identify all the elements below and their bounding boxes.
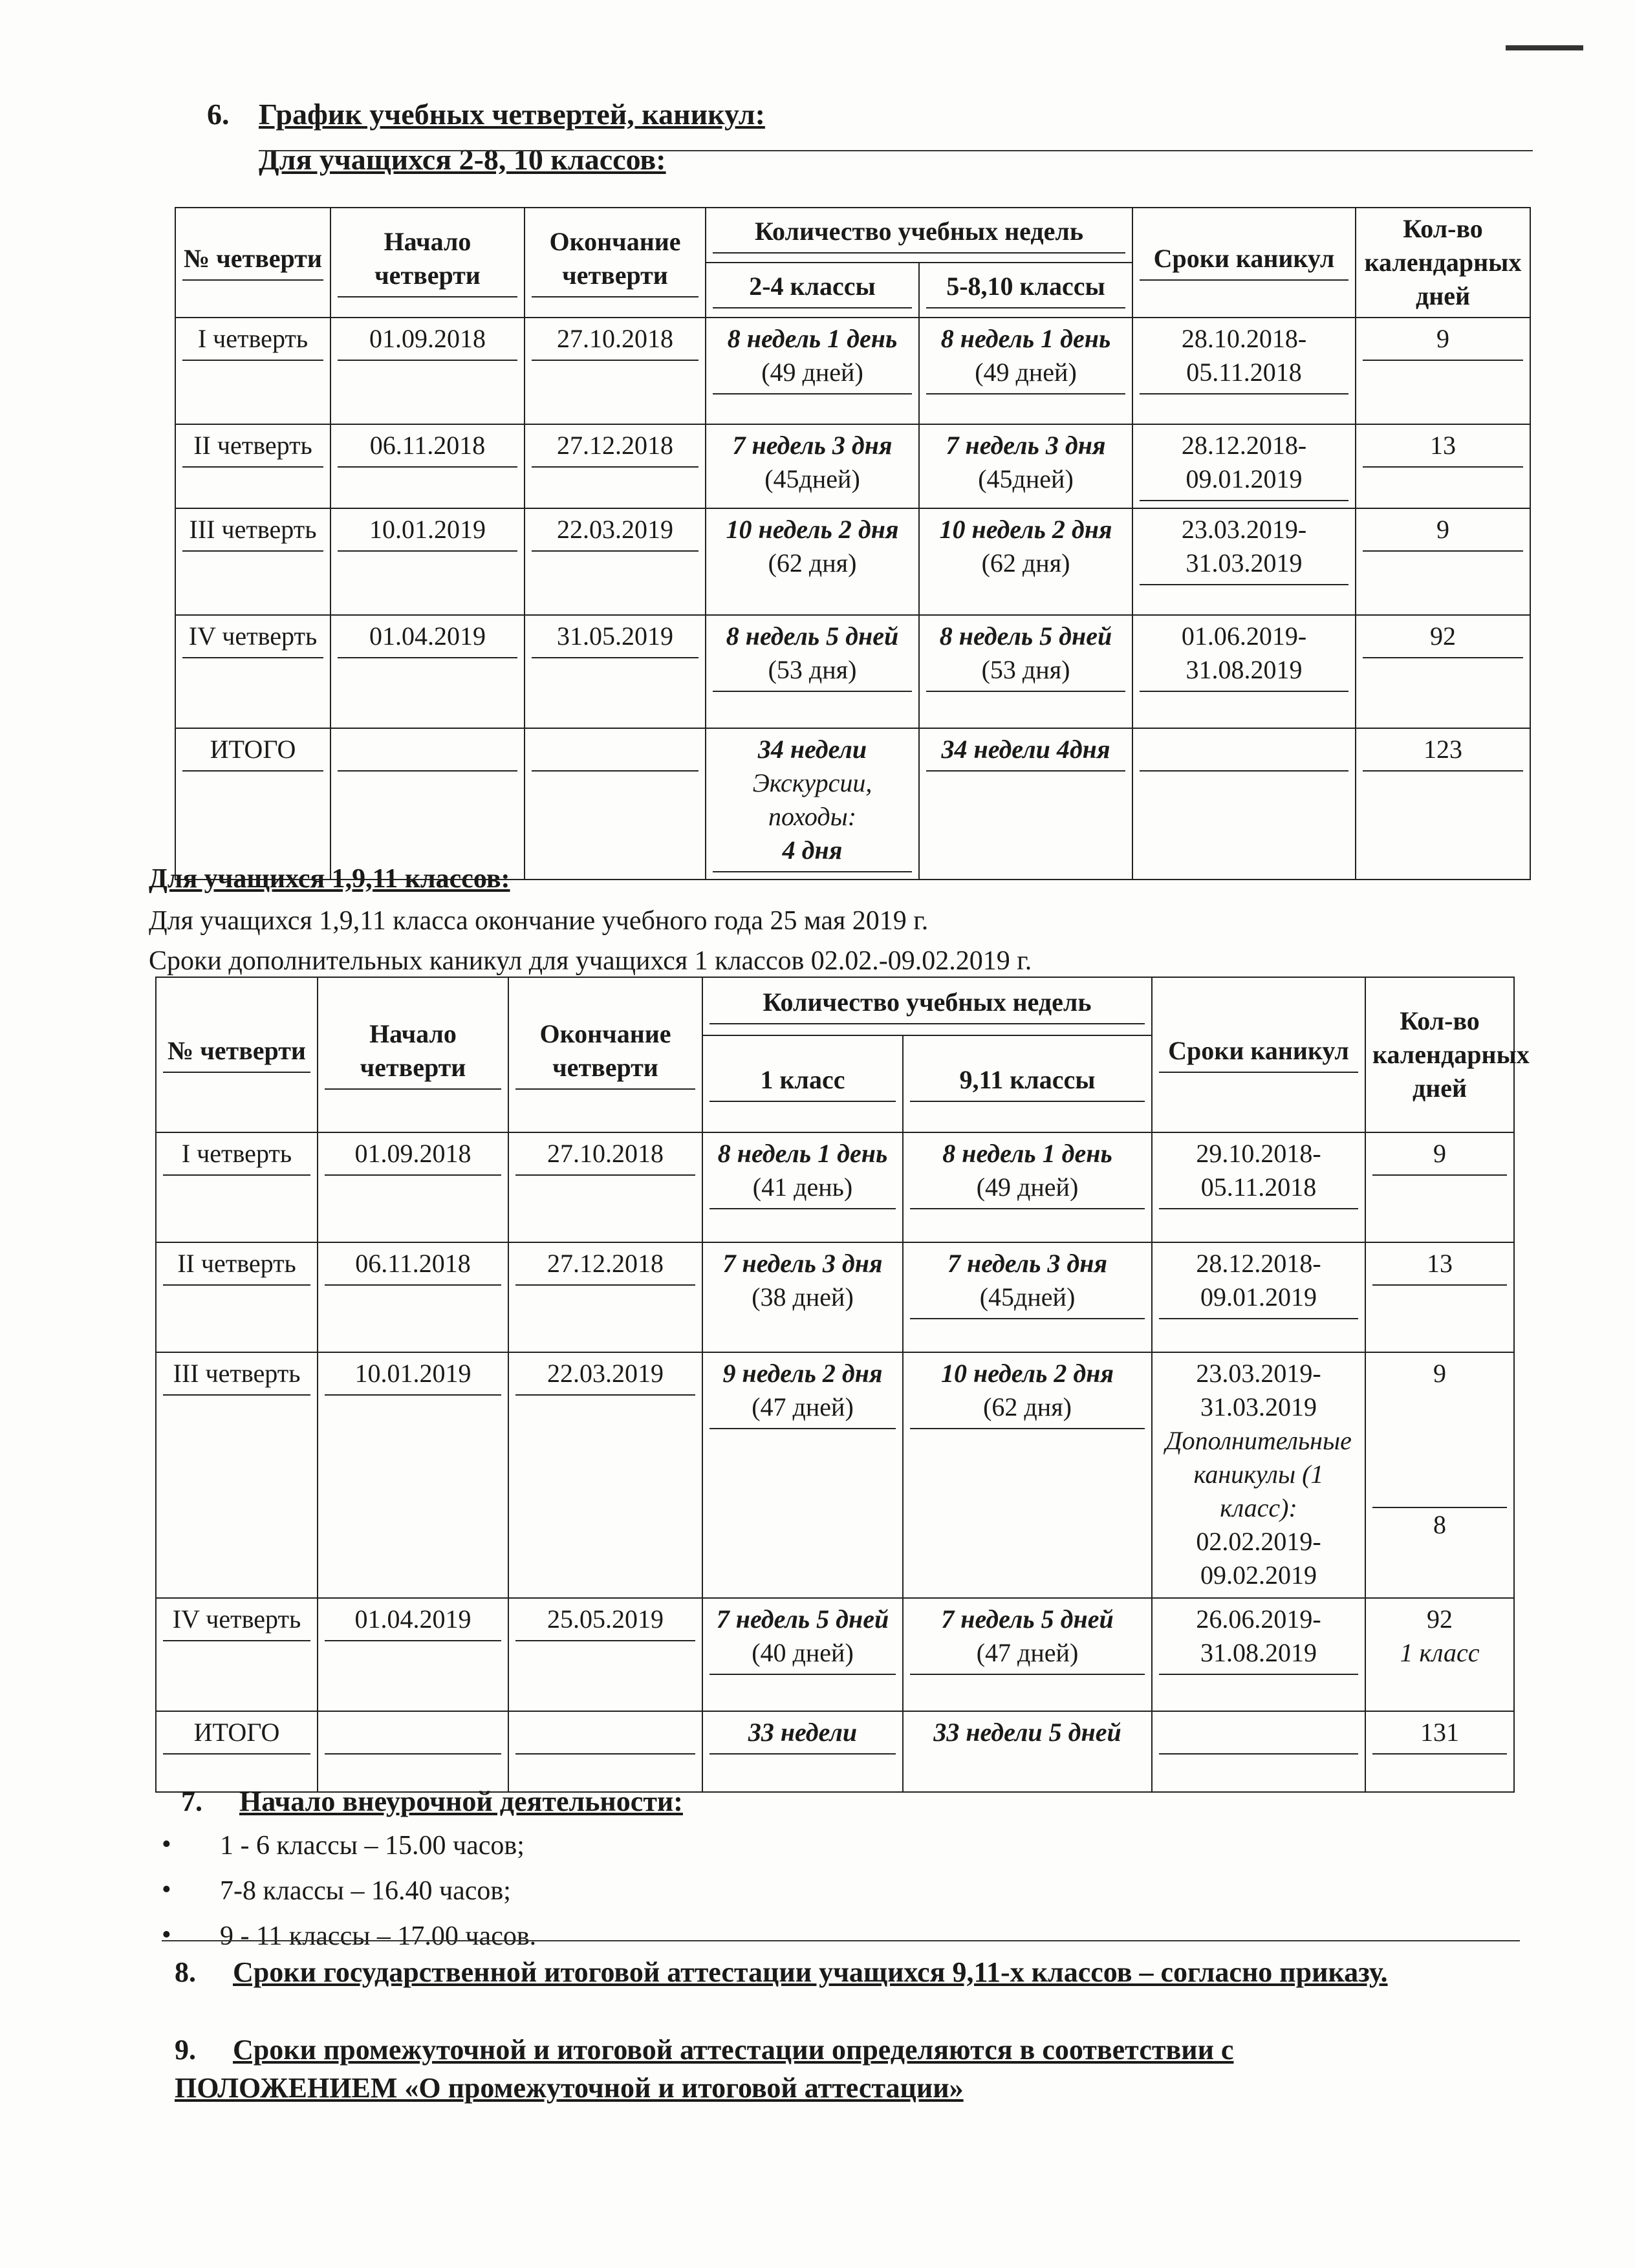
total-weeks-a: 33 недели bbox=[702, 1711, 903, 1792]
weeks-a-cell: 8 недель 5 дней (53 дня) bbox=[706, 615, 919, 728]
start-cell: 01.04.2019 bbox=[330, 615, 525, 728]
total-label: ИТОГО bbox=[156, 1711, 318, 1792]
scan-mark bbox=[1506, 45, 1583, 57]
weeks-a-cell: 8 недель 1 день (49 дней) bbox=[706, 318, 919, 424]
header-end: Окончание четверти bbox=[508, 977, 702, 1132]
holidays-cell: 23.03.2019-31.03.2019 bbox=[1132, 508, 1356, 615]
header-holidays: Сроки каникул bbox=[1132, 208, 1356, 318]
days-cell: 9 bbox=[1356, 318, 1530, 424]
header-weeks: Количество учебных недель bbox=[706, 208, 1132, 263]
end-cell: 22.03.2019 bbox=[525, 508, 706, 615]
start-cell: 01.09.2018 bbox=[318, 1132, 508, 1242]
weeks-a-cell: 10 недель 2 дня (62 дня) bbox=[706, 508, 919, 615]
header-quarter: № четверти bbox=[175, 208, 330, 318]
table-row bbox=[175, 424, 1530, 508]
quarter-cell: III четверть bbox=[175, 508, 330, 615]
header-holidays: Сроки каникул bbox=[1152, 977, 1365, 1132]
holidays-cell: 23.03.2019-31.03.2019 Дополнительные каникулы (1 класс): 02.02.2019-09.02.2019 bbox=[1152, 1352, 1365, 1598]
quarter-cell: I четверть bbox=[175, 318, 330, 424]
total-weeks-a: 34 недели Экскурсии, походы: 4 дня bbox=[706, 728, 919, 880]
table-row-total bbox=[156, 1711, 1514, 1792]
start-cell: 06.11.2018 bbox=[330, 424, 525, 508]
table-row bbox=[175, 508, 1530, 615]
holidays-cell: 28.12.2018-09.01.2019 bbox=[1152, 1242, 1365, 1352]
end-cell: 25.05.2019 bbox=[508, 1598, 702, 1711]
total-days: 123 bbox=[1356, 728, 1530, 880]
weeks-a-cell: 7 недель 3 дня (45дней) bbox=[706, 424, 919, 508]
header-days: Кол-во календарных дней bbox=[1356, 208, 1530, 318]
weeks-a-cell: 8 недель 1 день (41 день) bbox=[702, 1132, 903, 1242]
weeks-a-cell: 9 недель 2 дня (47 дней) bbox=[702, 1352, 903, 1598]
end-cell: 22.03.2019 bbox=[508, 1352, 702, 1598]
start-cell: 01.09.2018 bbox=[330, 318, 525, 424]
days-cell: 9 8 bbox=[1365, 1352, 1514, 1598]
header-start: Начало четверти bbox=[330, 208, 525, 318]
section-6-title: 6. График учебных четвертей, каникул: bbox=[207, 98, 765, 131]
table-row bbox=[156, 1242, 1514, 1352]
table-row bbox=[175, 318, 1530, 424]
table-row bbox=[156, 1352, 1514, 1598]
table-row bbox=[156, 1132, 1514, 1242]
section-b-line2: Сроки дополнительных каникул для учащихся 1 классов 02.02.-09.02.2019 г. bbox=[149, 946, 1032, 976]
quarter-cell: IV четверть bbox=[156, 1598, 318, 1711]
holidays-cell: 26.06.2019-31.08.2019 bbox=[1152, 1598, 1365, 1711]
total-label: ИТОГО bbox=[175, 728, 330, 880]
quarters-table-1-9-11 bbox=[155, 977, 1530, 1793]
total-weeks-b: 33 недели 5 дней bbox=[903, 1711, 1152, 1792]
header-weeks-a: 2-4 классы bbox=[706, 263, 919, 318]
quarter-cell: IV четверть bbox=[175, 615, 330, 728]
end-cell: 27.10.2018 bbox=[508, 1132, 702, 1242]
weeks-b-cell: 8 недель 1 день (49 дней) bbox=[919, 318, 1132, 424]
header-weeks-b: 5-8,10 классы bbox=[919, 263, 1132, 318]
table-row bbox=[175, 615, 1530, 728]
divider bbox=[259, 150, 1533, 151]
section-6-subtitle: Для учащихся 2-8, 10 классов: bbox=[259, 143, 666, 176]
empty-cell bbox=[330, 728, 525, 880]
holidays-cell: 28.12.2018-09.01.2019 bbox=[1132, 424, 1356, 508]
section-7-title: 7. Начало внеурочной деятельности: bbox=[181, 1786, 683, 1817]
weeks-a-cell: 7 недель 5 дней (40 дней) bbox=[702, 1598, 903, 1711]
quarter-cell: I четверть bbox=[156, 1132, 318, 1242]
weeks-b-cell: 8 недель 1 день (49 дней) bbox=[903, 1132, 1152, 1242]
weeks-b-cell: 10 недель 2 дня (62 дня) bbox=[919, 508, 1132, 615]
empty-cell bbox=[1152, 1711, 1365, 1792]
days-cell: 9 bbox=[1365, 1132, 1514, 1242]
days-cell: 13 bbox=[1356, 424, 1530, 508]
quarter-cell: III четверть bbox=[156, 1352, 318, 1598]
start-cell: 06.11.2018 bbox=[318, 1242, 508, 1352]
activity-start-list bbox=[162, 1830, 536, 1966]
holidays-cell: 29.10.2018-05.11.2018 bbox=[1152, 1132, 1365, 1242]
weeks-b-cell: 7 недель 5 дней (47 дней) bbox=[903, 1598, 1152, 1711]
end-cell: 27.12.2018 bbox=[508, 1242, 702, 1352]
section-9: 9. Сроки промежуточной и итоговой аттестации определяются в соответствии с ПОЛОЖЕНИЕМ «О промежуточной и итоговой аттестации» bbox=[175, 2034, 1234, 2104]
header-quarter: № четверти bbox=[156, 977, 318, 1132]
table-row bbox=[156, 1598, 1514, 1711]
empty-cell bbox=[525, 728, 706, 880]
weeks-b-cell: 7 недель 3 дня (45дней) bbox=[903, 1242, 1152, 1352]
end-cell: 27.10.2018 bbox=[525, 318, 706, 424]
header-end: Окончание четверти bbox=[525, 208, 706, 318]
table-row-total bbox=[175, 728, 1530, 880]
quarter-cell: II четверть bbox=[156, 1242, 318, 1352]
section-b-line1: Для учащихся 1,9,11 класса окончание учебного года 25 мая 2019 г. bbox=[149, 906, 929, 936]
empty-cell bbox=[1132, 728, 1356, 880]
list-item: • 9 - 11 классы – 17.00 часов. bbox=[162, 1921, 536, 1952]
weeks-b-cell: 7 недель 3 дня (45дней) bbox=[919, 424, 1132, 508]
header-days: Кол-во календарных дней bbox=[1365, 977, 1514, 1132]
end-cell: 27.12.2018 bbox=[525, 424, 706, 508]
quarters-table-2-8-10 bbox=[175, 207, 1531, 880]
days-cell: 9 bbox=[1356, 508, 1530, 615]
header-weeks-a: 1 класс bbox=[702, 1035, 903, 1132]
section-8: 8. Сроки государственной итоговой аттестации учащихся 9,11-х классов – согласно приказу. bbox=[175, 1956, 1388, 1988]
empty-cell bbox=[318, 1711, 508, 1792]
start-cell: 01.04.2019 bbox=[318, 1598, 508, 1711]
total-weeks-b: 34 недели 4дня bbox=[919, 728, 1132, 880]
divider bbox=[162, 1940, 1520, 1941]
header-weeks-b: 9,11 классы bbox=[903, 1035, 1152, 1132]
start-cell: 10.01.2019 bbox=[330, 508, 525, 615]
days-cell: 13 bbox=[1365, 1242, 1514, 1352]
weeks-b-cell: 8 недель 5 дней (53 дня) bbox=[919, 615, 1132, 728]
days-cell: 92 1 класс bbox=[1365, 1598, 1514, 1711]
end-cell: 31.05.2019 bbox=[525, 615, 706, 728]
quarter-cell: II четверть bbox=[175, 424, 330, 508]
section-b-title: Для учащихся 1,9,11 классов: bbox=[149, 864, 510, 894]
holidays-cell: 01.06.2019-31.08.2019 bbox=[1132, 615, 1356, 728]
header-start: Начало четверти bbox=[318, 977, 508, 1132]
weeks-b-cell: 10 недель 2 дня (62 дня) bbox=[903, 1352, 1152, 1598]
days-cell: 92 bbox=[1356, 615, 1530, 728]
holidays-cell: 28.10.2018-05.11.2018 bbox=[1132, 318, 1356, 424]
list-item: • 1 - 6 классы – 15.00 часов; bbox=[162, 1830, 536, 1861]
header-weeks: Количество учебных недель bbox=[702, 977, 1152, 1035]
start-cell: 10.01.2019 bbox=[318, 1352, 508, 1598]
empty-cell bbox=[508, 1711, 702, 1792]
weeks-a-cell: 7 недель 3 дня (38 дней) bbox=[702, 1242, 903, 1352]
list-item: • 7-8 классы – 16.40 часов; bbox=[162, 1875, 536, 1906]
total-days: 131 bbox=[1365, 1711, 1514, 1792]
